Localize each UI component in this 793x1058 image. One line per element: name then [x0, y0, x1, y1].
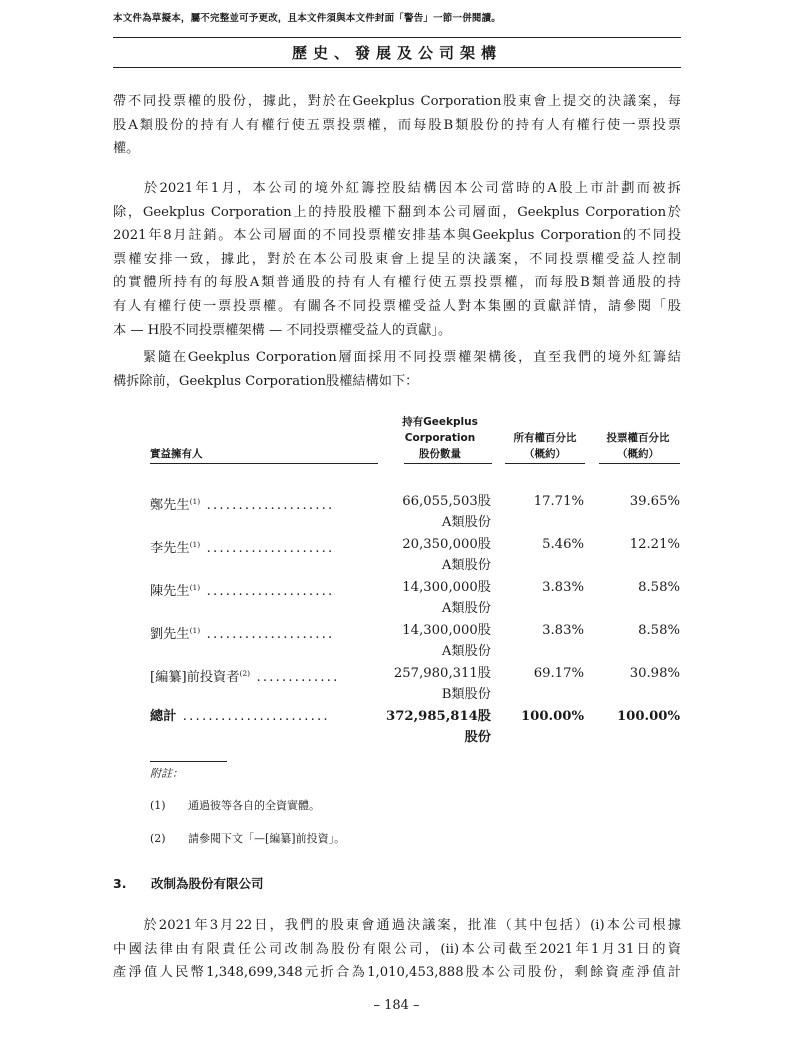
paragraph-line: 股A類股份的持有人有權行使五票投票權，而每股B類股份的持有人有權行使一票投票	[113, 117, 681, 133]
table-total-share-class: 股份	[464, 730, 491, 745]
section-title: 改制為股份有限公司	[151, 876, 264, 891]
section-heading	[113, 874, 264, 892]
header-shares-line: Corporation	[404, 432, 476, 444]
paragraph-red-chip-removal	[113, 177, 681, 342]
paragraph-line: 本 — H股不同投票權架構 — 不同投票權受益人的貢獻」。	[113, 322, 452, 338]
table-row-shares: 20,350,000股	[402, 537, 491, 552]
notes-title: 附註：	[150, 767, 183, 780]
paragraph-voting-rights	[113, 90, 681, 161]
table-total-voting: 100.00%	[616, 709, 680, 724]
table-row-shares: 257,980,311股	[393, 666, 491, 681]
table-row-name: 陳先生$^{(1)}$ ....................	[150, 583, 335, 599]
header-underline	[505, 463, 585, 464]
note-number: (1)	[150, 799, 166, 812]
paragraph-line: 票權安排一致，據此，對於在本公司股東會上提呈的決議案，不同投票權受益人控制	[113, 251, 681, 267]
table-total-name: 總計 .......................	[150, 709, 330, 724]
page-title: 歷史、發展及公司架構	[291, 44, 502, 62]
paragraph-line: 2021年8月註銷。本公司層面的不同投票權安排基本與Geekplus Corporation的不同投	[113, 228, 681, 244]
table-row-voting: 8.58%	[638, 580, 680, 595]
title-rule	[113, 67, 681, 68]
paragraph-shareholding-intro	[113, 346, 681, 393]
table-total-ownership: 100.00%	[520, 709, 584, 724]
header-voting-line: （概約）	[617, 448, 659, 460]
paragraph-line: 帶不同投票權的股份，據此，對於在Geekplus Corporation股東會上提交的決議案，每	[113, 94, 681, 109]
notes-rule	[150, 761, 227, 762]
table-row-voting: 12.21%	[629, 537, 680, 552]
paragraph-line: 權。	[113, 141, 140, 157]
header-ownership	[500, 430, 590, 462]
table-row-ownership: 3.83%	[542, 580, 584, 595]
table-row-share-class: A類股份	[441, 601, 491, 616]
table-row-share-class: B類股份	[441, 687, 491, 702]
table-row-shares: 66,055,503股	[402, 494, 491, 509]
header-voting-line: 投票權百分比	[606, 432, 670, 444]
table-row-ownership: 5.46%	[542, 537, 584, 552]
table-row-voting: 8.58%	[638, 623, 680, 638]
draft-warning-note: 本文件為草擬本，屬不完整並可予更改，且本文件須與本文件封面「警告」一節一併閱讀。	[113, 13, 502, 24]
header-underline	[599, 463, 680, 464]
note-text: 通過彼等各自的全資實體。	[188, 799, 320, 812]
table-row-shares: 14,300,000股	[402, 580, 491, 595]
table-total-shares: 372,985,814股	[386, 709, 491, 724]
header-voting	[596, 430, 680, 462]
header-underline	[404, 463, 492, 464]
table-row-ownership: 17.71%	[533, 494, 584, 509]
header-shares-line: 股份數量	[419, 448, 461, 460]
table-row-share-class: A類股份	[441, 558, 491, 573]
table-row-ownership: 3.83%	[542, 623, 584, 638]
table-row-voting: 39.65%	[629, 494, 680, 509]
note-text: 請參閱下文「—[編纂]前投資」。	[188, 832, 346, 845]
header-owner: 實益擁有人	[150, 448, 203, 460]
header-shares	[380, 414, 500, 462]
header-underline	[150, 463, 378, 464]
section-number: 3.	[113, 876, 127, 891]
paragraph-line: 緊隨在Geekplus Corporation層面採用不同投票權架構後，直至我們的境外紅籌結	[113, 350, 681, 365]
table-row-share-class: A類股份	[441, 644, 491, 659]
table-row-name: 鄭先生$^{(1)}$ ....................	[150, 497, 335, 513]
header-shares-line: 持有Geekplus	[402, 416, 478, 428]
note-number: (2)	[150, 832, 166, 845]
paragraph-line: 的實體所持有的每股A類普通股的持有人有權行使五票投票權，而每股B類普通股的持	[113, 275, 681, 291]
paragraph-line: 中國法律由有限責任公司改制為股份有限公司，(ii)本公司截至2021年1月31日的資	[113, 941, 681, 957]
header-rule	[113, 37, 681, 38]
table-row-share-class: A類股份	[441, 515, 491, 530]
paragraph-line: 於2021年3月22日，我們的股東會通過決議案，批准（其中包括）(i)本公司根據	[113, 918, 681, 933]
table-row-voting: 30.98%	[629, 666, 680, 681]
table-row-name: [編纂]前投資者$^{(2)}$ .............	[150, 669, 340, 685]
header-ownership-line: （概約）	[524, 448, 566, 460]
paragraph-line: 於2021年1月，本公司的境外紅籌控股結構因本公司當時的A股上市計劃而被拆	[113, 181, 681, 196]
paragraph-conversion	[113, 914, 681, 985]
paragraph-line: 產淨值人民幣1,348,699,348元折合為1,010,453,888股本公司股份，剩餘資產淨值計	[113, 965, 681, 981]
page-number: – 184 –	[373, 998, 420, 1013]
table-row-name: 劉先生$^{(1)}$ ....................	[150, 626, 335, 642]
table-row-shares: 14,300,000股	[402, 623, 491, 638]
table-row-ownership: 69.17%	[533, 666, 584, 681]
table-row-name: 李先生$^{(1)}$ ....................	[150, 540, 335, 556]
header-ownership-line: 所有權百分比	[513, 432, 577, 444]
paragraph-line: 構拆除前，Geekplus Corporation股權結構如下：	[113, 373, 419, 389]
paragraph-line: 有人有權行使一票投票權。有關各不同投票權受益人對本集團的貢獻詳情，請參閱「股	[113, 298, 681, 314]
paragraph-line: 除，Geekplus Corporation上的持股股權下翻到本公司層面，Geekplus Corporation於	[113, 204, 681, 220]
